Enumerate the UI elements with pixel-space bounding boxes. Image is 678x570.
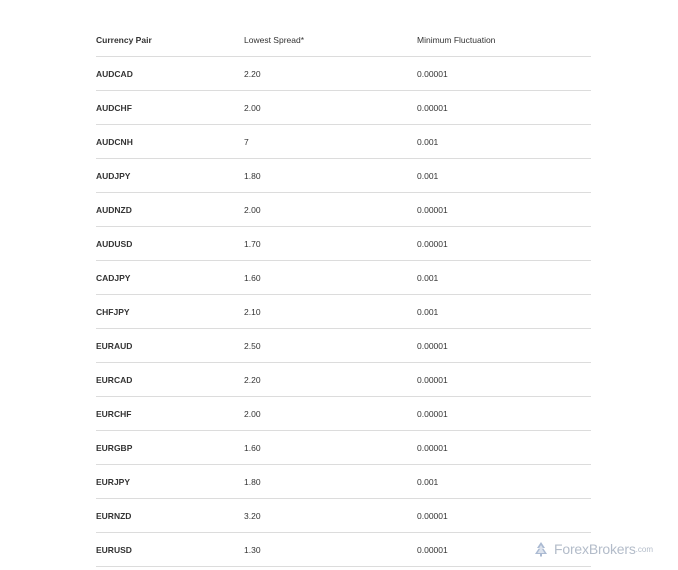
watermark-brand-text: ForexBrokers [554,541,636,557]
cell-minimum-fluctuation: 0.001 [417,273,439,283]
cell-lowest-spread: 7 [244,137,249,147]
cell-currency-pair: AUDCNH [96,137,133,147]
cell-lowest-spread: 1.70 [244,239,261,249]
table-row [96,533,591,567]
table-row [96,397,591,431]
column-header-minimum-fluctuation: Minimum Fluctuation [417,35,496,45]
table-header-row [96,23,591,57]
cell-lowest-spread: 2.10 [244,307,261,317]
cell-lowest-spread: 1.60 [244,273,261,283]
cell-minimum-fluctuation: 0.00001 [417,375,448,385]
table-body [96,57,591,567]
cell-minimum-fluctuation: 0.00001 [417,205,448,215]
cell-lowest-spread: 2.00 [244,205,261,215]
cell-lowest-spread: 2.20 [244,69,261,79]
cell-currency-pair: AUDCHF [96,103,132,113]
cell-lowest-spread: 3.20 [244,511,261,521]
cell-currency-pair: EURJPY [96,477,131,487]
cell-lowest-spread: 2.00 [244,103,261,113]
cell-currency-pair: EURCHF [96,409,132,419]
column-header-currency-pair: Currency Pair [96,35,152,45]
cell-lowest-spread: 1.80 [244,171,261,181]
table-row [96,431,591,465]
cell-minimum-fluctuation: 0.00001 [417,103,448,113]
table-row [96,261,591,295]
cell-currency-pair: AUDNZD [96,205,132,215]
cell-minimum-fluctuation: 0.00001 [417,409,448,419]
cell-minimum-fluctuation: 0.00001 [417,443,448,453]
cell-currency-pair: CADJPY [96,273,131,283]
watermark-suffix-text: .com [635,544,653,554]
cell-minimum-fluctuation: 0.00001 [417,69,448,79]
column-header-lowest-spread: Lowest Spread* [244,35,305,45]
cell-lowest-spread: 2.20 [244,375,261,385]
table-row [96,91,591,125]
table-row [96,295,591,329]
table-row [96,227,591,261]
table-row [96,125,591,159]
cell-minimum-fluctuation: 0.00001 [417,511,448,521]
cell-lowest-spread: 1.80 [244,477,261,487]
cell-currency-pair: EURUSD [96,545,132,555]
table-row [96,329,591,363]
cell-lowest-spread: 2.00 [244,409,261,419]
cell-currency-pair: AUDCAD [96,69,133,79]
table-row [96,363,591,397]
cell-minimum-fluctuation: 0.001 [417,307,439,317]
cell-currency-pair: EURNZD [96,511,132,521]
table-row [96,159,591,193]
cell-minimum-fluctuation: 0.00001 [417,239,448,249]
cell-currency-pair: EURCAD [96,375,133,385]
table-row [96,193,591,227]
cell-minimum-fluctuation: 0.001 [417,171,439,181]
cell-minimum-fluctuation: 0.00001 [417,341,448,351]
table-row [96,499,591,533]
cell-minimum-fluctuation: 0.00001 [417,545,448,555]
cell-minimum-fluctuation: 0.001 [417,477,439,487]
cell-lowest-spread: 1.30 [244,545,261,555]
cell-currency-pair: EURGBP [96,443,133,453]
cell-lowest-spread: 2.50 [244,341,261,351]
forexbrokers-watermark [531,541,653,557]
cell-lowest-spread: 1.60 [244,443,261,453]
cell-currency-pair: EURAUD [96,341,133,351]
table-row [96,57,591,91]
table-row [96,465,591,499]
cell-minimum-fluctuation: 0.001 [417,137,439,147]
cell-currency-pair: AUDUSD [96,239,133,249]
forexbrokers-logo-icon [531,541,551,557]
cell-currency-pair: AUDJPY [96,171,131,181]
cell-currency-pair: CHFJPY [96,307,130,317]
spreads-table [96,23,591,567]
